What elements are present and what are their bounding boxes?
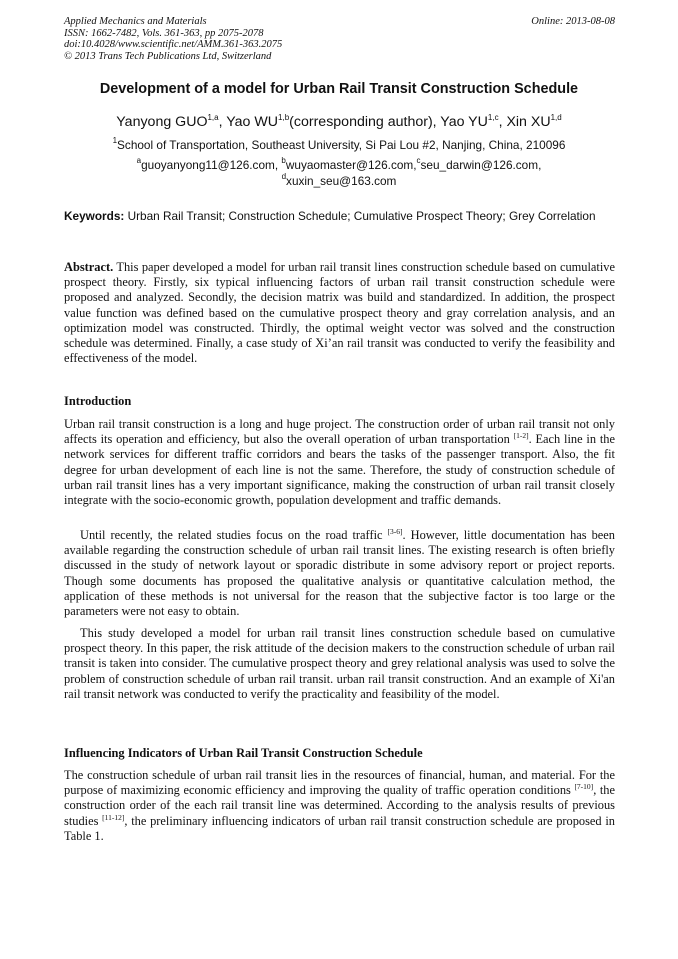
keywords-text: Urban Rail Transit; Construction Schedule; Cumulative Prospect Theory; Grey Correlation xyxy=(124,209,596,223)
abstract-label: Abstract. xyxy=(64,260,114,274)
affiliation xyxy=(40,137,638,153)
section-heading-introduction: Introduction xyxy=(64,394,132,408)
email-mark: c xyxy=(416,156,421,165)
citation-ref[interactable]: [3-6] xyxy=(387,527,403,536)
doi-line: doi:10.4028/www.scientific.net/AMM.361-363.2075 xyxy=(64,39,283,50)
abstract xyxy=(64,260,615,366)
issn-line: ISSN: 1662-7482, Vols. 361-363, pp 2075-2078 xyxy=(64,27,264,39)
paragraph-text: . However, little documentation has been available regarding the construction schedule of urban rail transit lines. The existing research is often briefly discussed in the study of network layout or sporadic distribute in some advisory report or project reports. Though some documents has proposed the qualitative analysis or quantitative calculation method, the application of these methods is not universal for the reason that the subjective factor is too large or the parameters were not easy to obtain. xyxy=(64,528,616,619)
author-emails xyxy=(100,157,578,189)
author-name: , Xin XU xyxy=(498,114,551,130)
influencing-paragraph-1 xyxy=(64,768,615,844)
affiliation-text: School of Transportation, Southeast University, Si Pai Lou #2, Nanjing, China, 210096 xyxy=(117,138,566,152)
author-affiliation-mark: 1,c xyxy=(487,113,499,122)
email-mark: a xyxy=(136,156,142,165)
keywords-label: Keywords: xyxy=(64,209,125,223)
intro-paragraph-1 xyxy=(64,417,615,508)
author-affiliation-mark: 1,a xyxy=(207,113,219,122)
author-affiliation-mark: 1,d xyxy=(550,113,562,122)
paragraph-text: This study developed a model for urban rail transit lines construction schedule based on cumulative prospect theory. In this paper, the risk attitude of the decision makers to the construction schedule of urban rail transit is taken into consider. The cumulative prospect theory and grey relational analysis was used to solve the problem of construction schedule of urban rail transit. urban rail transit construction. And an example of Xi'an rail transit network was conducted to verify the practicality and feasibility of the model. xyxy=(64,626,615,701)
paragraph-text: Urban rail transit construction is a long and huge project. The construction order of urban rail transit not only affects its operation and efficiency, but also the overall operation of urban transportation xyxy=(64,417,615,447)
journal-name: Applied Mechanics and Materials xyxy=(64,16,207,27)
author-name: , Yao WU xyxy=(218,114,279,130)
citation-ref[interactable]: [7-10] xyxy=(574,782,594,792)
online-date: Online: 2013-08-08 xyxy=(531,16,615,27)
paragraph-text: . Each line in the network services for different traffic corridors and bears the tasks of the passenger transport. Also, the fit degree for urban development of each line is not the same. Therefore, the study of construction schedule of urban rail transit lines has a very important significance, making the construction of urban rail transit closely integrate with the socio-economic growth, population development and traffic demands. xyxy=(64,432,615,508)
email-link[interactable]: wuyaomaster@126.com, xyxy=(285,158,417,172)
author-name: Yanyong GUO xyxy=(116,114,208,130)
paper-title: Development of a model for Urban Rail Transit Construction Schedule xyxy=(99,81,579,97)
author-list xyxy=(40,112,638,132)
email-mark: b xyxy=(281,156,286,165)
email-link[interactable]: xuxin_seu@163.com xyxy=(286,174,397,188)
citation-ref[interactable]: [1-2] xyxy=(513,431,529,441)
publication-header xyxy=(64,16,615,62)
email-link[interactable]: seu_darwin@126.com, xyxy=(420,158,542,172)
author-name: (corresponding author), Yao YU xyxy=(289,114,488,130)
email-mark: d xyxy=(281,172,287,181)
citation-ref[interactable]: [11-12] xyxy=(102,812,125,822)
paragraph-text: Until recently, the related studies focus on the road traffic xyxy=(80,528,388,542)
copyright-line: © 2013 Trans Tech Publications Ltd, Switzerland xyxy=(64,50,272,62)
paragraph-text: The construction schedule of urban rail transit lies in the resources of financial, human, and material. For the purpose of maximizing economic efficiency and improving the quality of traffic operation conditions xyxy=(64,768,615,798)
abstract-text: This paper developed a model for urban rail transit lines construction schedule based on cumulative prospect theory. Firstly, six typical influencing factors of urban rail transit construction schedule were proposed and analyzed. Secondly, the decision matrix was build and standardized. In addition, the prospect value function was defined based on the cumulative prospect theory and gray correlation analysis, and an optimization model was constructed. Thirdly, the optimal weight vector was solved and the construction schedule was determined. Finally, a case study of Xi’an rail transit was conducted to verify the feasibility and effectiveness of the model. xyxy=(64,260,615,366)
author-affiliation-mark: 1,b xyxy=(278,113,290,122)
paragraph-text: , the preliminary influencing indicators of urban rail transit construction schedule are proposed in Table 1. xyxy=(64,813,615,843)
email-link[interactable]: guoyanyong11@126.com, xyxy=(141,158,282,172)
keywords xyxy=(64,208,615,224)
intro-paragraph-2 xyxy=(64,528,615,619)
intro-paragraph-3 xyxy=(64,626,615,702)
section-heading-influencing-indicators: Influencing Indicators of Urban Rail Transit Construction Schedule xyxy=(64,746,423,760)
affiliation-mark: 1 xyxy=(112,136,118,145)
paragraph-text: , the construction order of the each rail transit line was determined. According to the analysis results of previous studies xyxy=(64,783,615,828)
